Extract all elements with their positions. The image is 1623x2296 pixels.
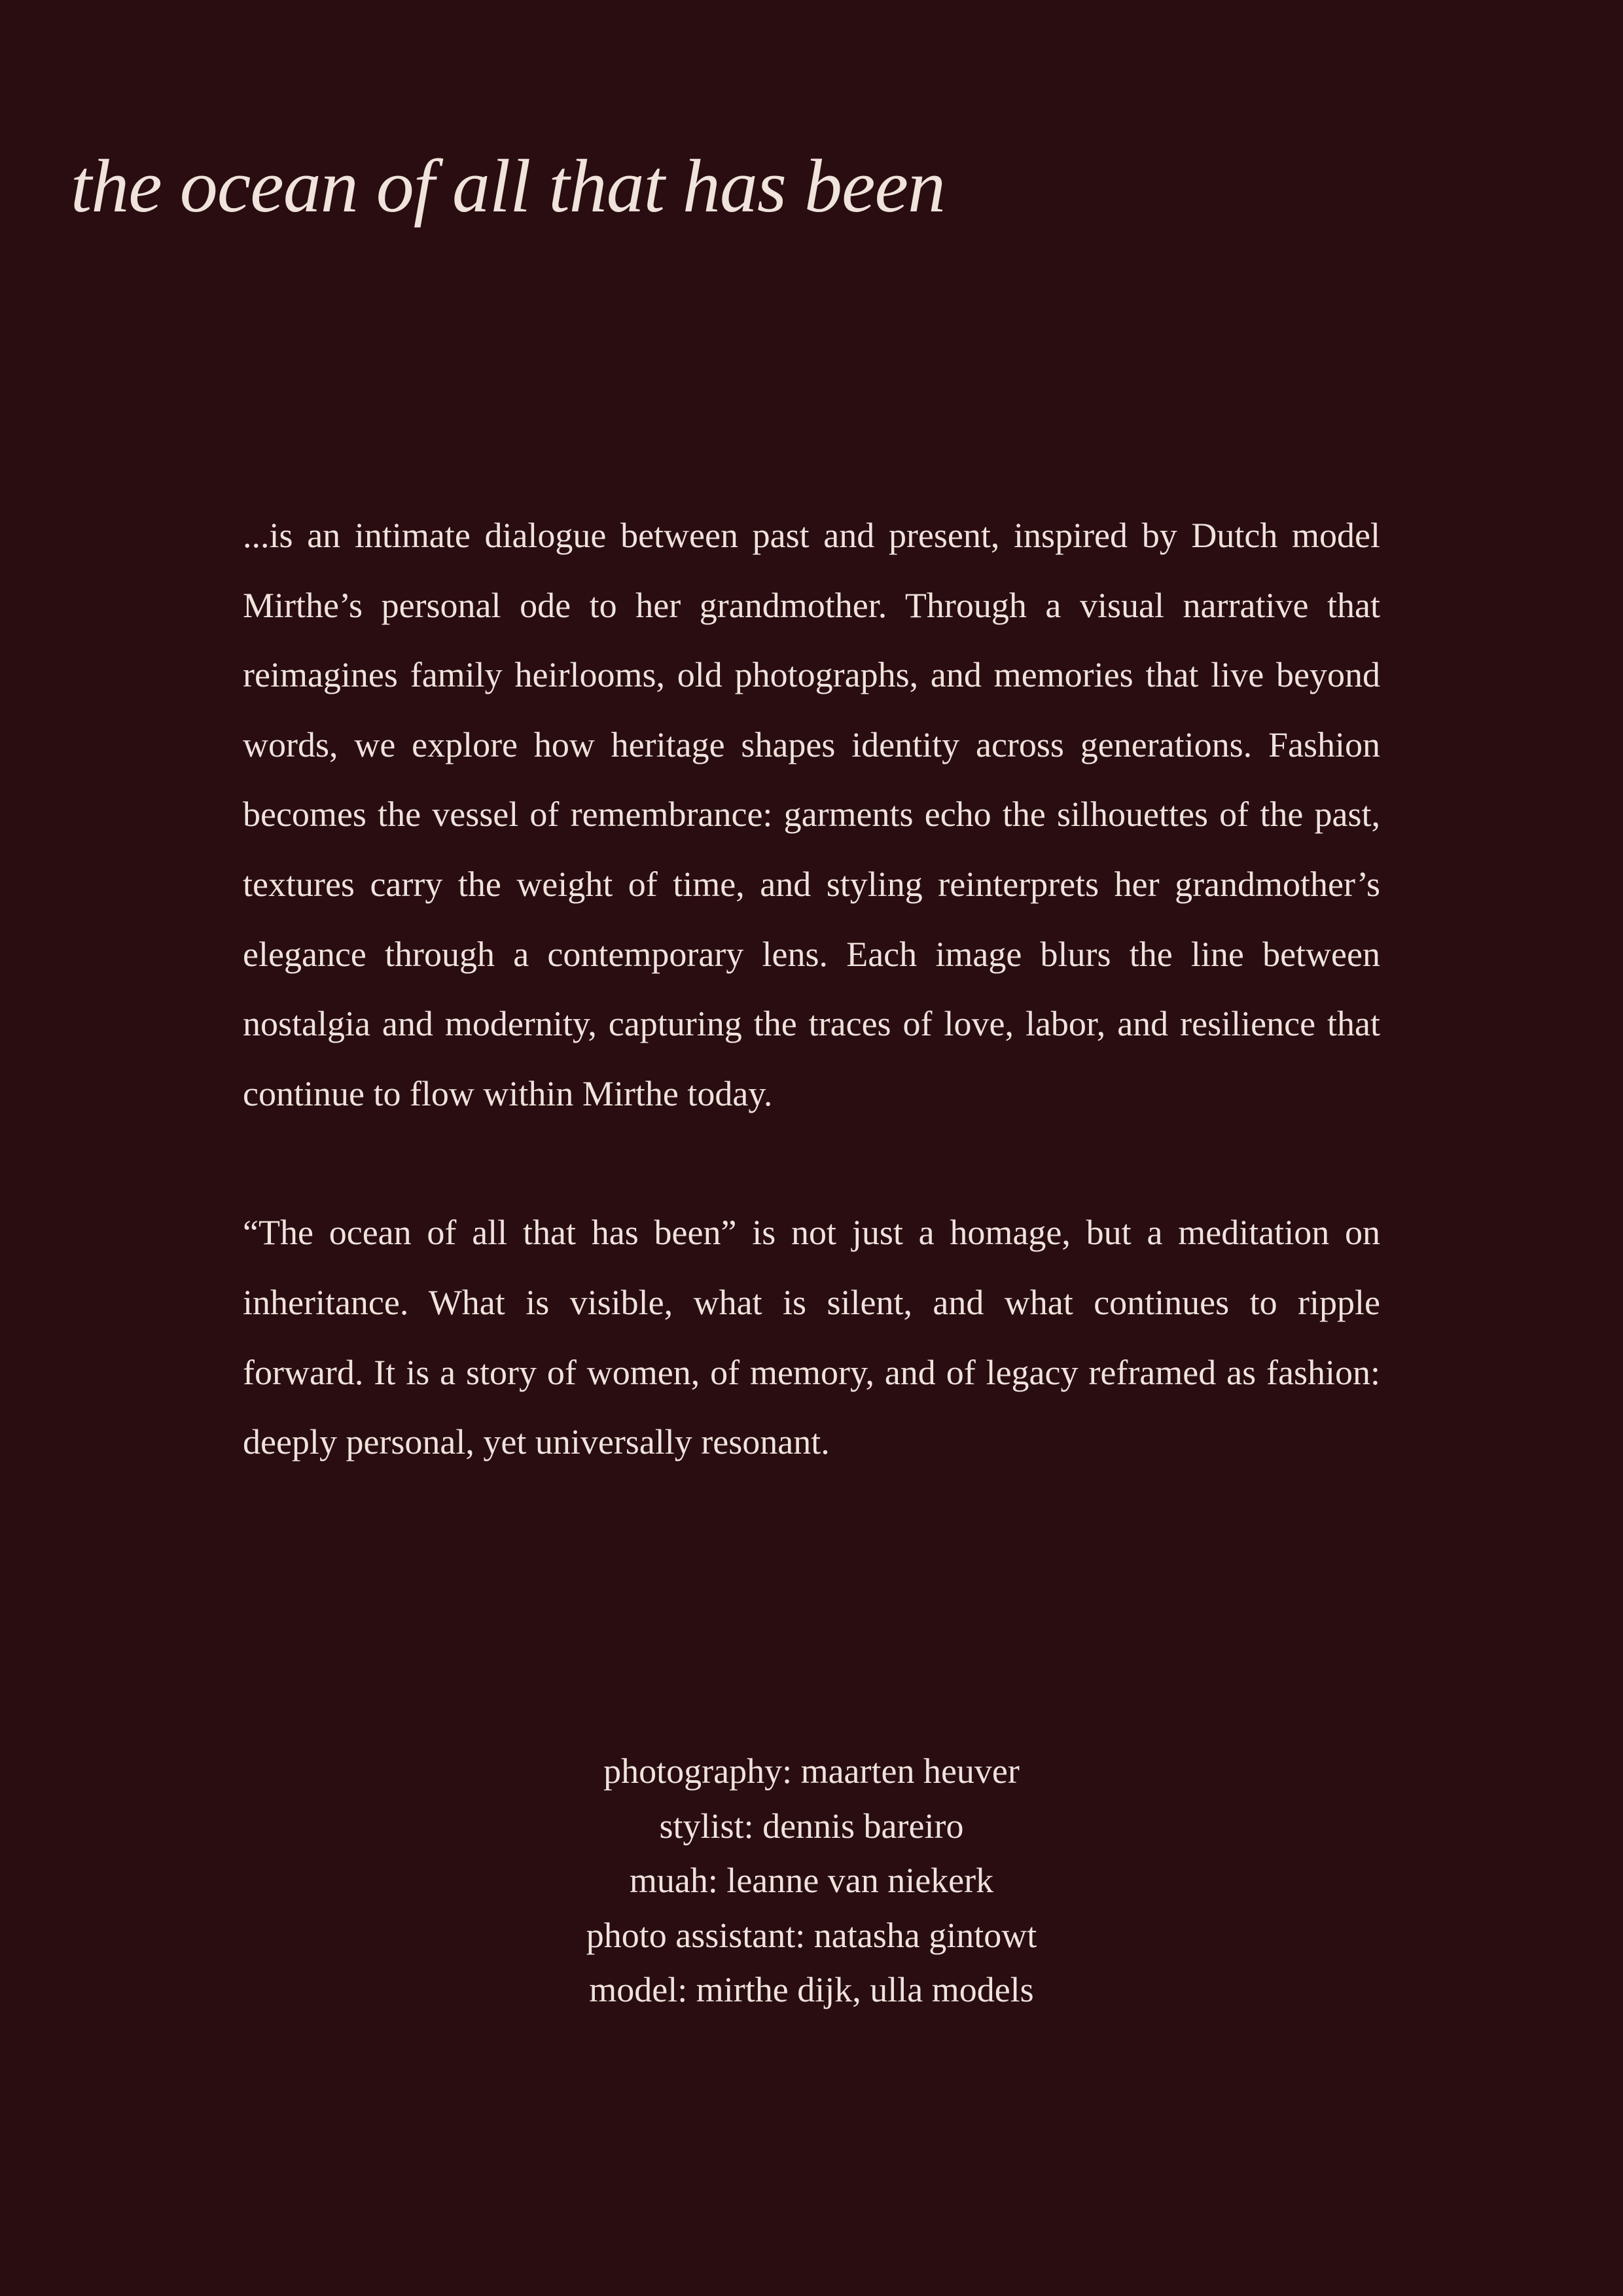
paragraph-second: “The ocean of all that has been” is not just a homage, but a meditation on inheritance. What is visible, what is silent, and what continues to ripple forward. It is a story of women, of memory, and of legacy reframed as fashion: deeply personal, yet universally resonant. (243, 1213, 1380, 1462)
credit-photo-assistant: photo assistant: natasha gintowt (586, 1915, 1037, 1955)
credit-muah: muah: leanne van niekerk (629, 1861, 994, 1900)
credits-block (0, 1744, 1623, 2018)
credit-stylist: stylist: dennis bareiro (659, 1806, 964, 1846)
page-title: the ocean of all that has been (71, 145, 945, 228)
paragraph-intro: ...is an intimate dialogue between past and present, inspired by Dutch model Mirthe’s personal ode to her grandmother. Through a visual narrative that reimagines family heirlooms, old photographs, and memories that live beyond words, we explore how heritage shapes identity across generations. Fashion becomes the vessel of remembrance: garments echo the silhouettes of the past, textures carry the weight of time, and styling reinterprets her grandmother’s elegance through a contemporary lens. Each image blurs the line between nostalgia and modernity, capturing the traces of love, labor, and resilience that continue to flow within Mirthe today. (243, 516, 1380, 1113)
credit-photography: photography: maarten heuver (603, 1751, 1020, 1791)
credit-model: model: mirthe dijk, ulla models (589, 1970, 1034, 2009)
body-text (243, 501, 1380, 1477)
